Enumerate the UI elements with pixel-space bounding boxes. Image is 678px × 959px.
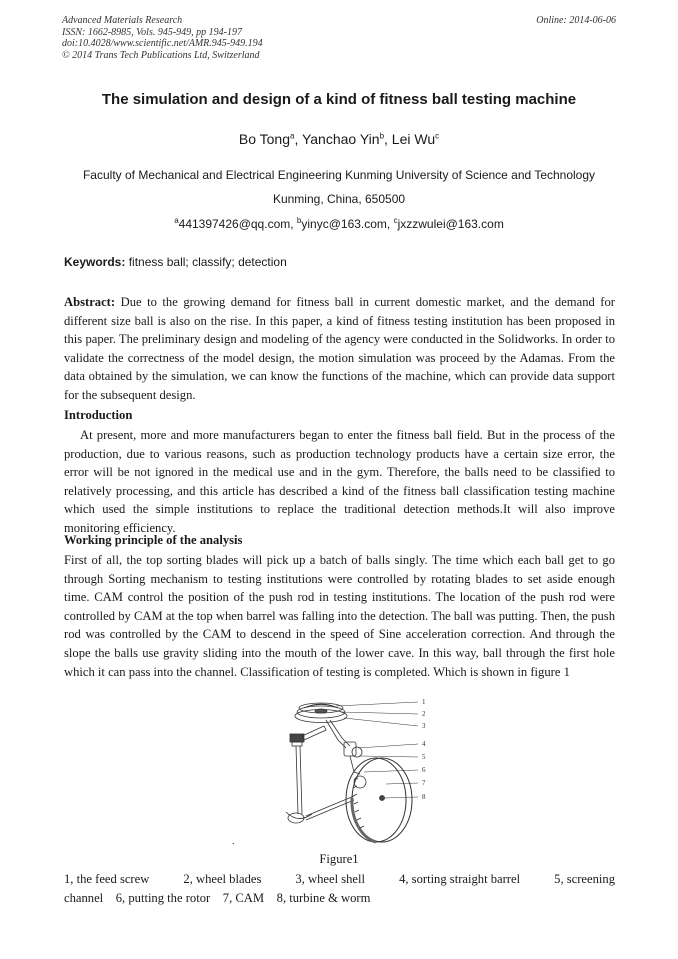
stray-dot: . — [232, 836, 235, 847]
abstract-text: Due to the growing demand for fitness ball in current domestic market, and the demand for different size ball is also on the rise. In this paper, a kind of fitness testing institution has been proposed in this paper. The preliminary design and modeling of the agency were conducted in the Solidworks. In order to validate the correctness of the model design, the motion simulation was proceed by the Adamas. From the data obtained by the simulation, we can know the functions of the machine, which can provide data support for the subsequent design. — [64, 295, 615, 402]
email-sup: c — [393, 216, 398, 225]
working-heading: Working principle of the analysis — [64, 533, 243, 547]
email-sup: b — [296, 216, 302, 225]
keywords-label: Keywords: — [64, 255, 126, 269]
legend-item: 3, wheel shell — [295, 872, 366, 886]
email-sup: a — [174, 216, 179, 225]
journal-header — [62, 15, 263, 61]
figure-1-mechanism-drawing — [226, 694, 456, 854]
callout-number: 2 — [422, 710, 426, 718]
callout-number: 6 — [422, 766, 426, 774]
email-list: $^a$441397426@qq.com, $^b$yinyc@163.com, $^c$jxzzwulei@163.com — [174, 216, 504, 231]
working-paragraph: First of all, the top sorting blades will pick up a batch of balls singly. The time which each ball get to go through Sorting mechanism to testing institutions were controlled by rotating blades to set aside enough time. CAM control the position of the push rod in testing institutions. The location of the push rod were controlled by CAM at the top when barrel was falling into the detection. The ball was putting. Then, the push rod was controlled by the CAM to descend in the speed of Sine acceleration correction. And through the slope the balls use gravity sliding into the mouth of the lower cave. In this way, ball through the first hole which it can pass into the channel. Classification of testing is completed. Which is shown in figure 1 — [64, 553, 615, 679]
keywords-text: fitness ball; classify; detection — [128, 255, 287, 269]
author-sup: a — [289, 131, 295, 141]
email-address: jxzzwulei@163.com — [397, 217, 504, 231]
abstract-label: Abstract: — [64, 295, 116, 309]
introduction-paragraph: At present, more and more manufacturers began to enter the fitness ball field. But in the process of the production, due to various reasons, such as production technology products have a certain size error, the error will be not ignored in the medical use and in the gym. Therefore, the balls need to be classified to relatively processing, and this article has described a kind of the fitness ball classification testing machine which used the simple institutions to replace the traditional detection methods.It will also improve monitoring efficiency. — [64, 428, 615, 535]
affiliation-line-1: Faculty of Mechanical and Electrical Engineering Kunming University of Science and Technology — [82, 168, 596, 182]
callout-number: 3 — [422, 722, 426, 730]
legend-item: 5, screening — [554, 872, 615, 886]
issn-line: ISSN: 1662-8985, Vols. 945-949, pp 194-197 — [62, 26, 242, 38]
callout-number: 4 — [422, 740, 426, 748]
paper-title: The simulation and design of a kind of fitness ball testing machine — [101, 91, 577, 108]
callout-number: 7 — [422, 779, 426, 787]
doi-line: doi:10.4028/www.scientific.net/AMR.945-949.194 — [62, 38, 263, 49]
journal-name: Advanced Materials Research — [62, 15, 183, 26]
legend-item: 1, the feed screw — [64, 872, 150, 886]
affiliation-line-2: Kunming, China, 650500 — [272, 192, 406, 206]
author-name: Lei Wu — [391, 131, 436, 147]
legend-row-2: channel 6, putting the rotor 7, CAM 8, turbine & worm — [64, 890, 371, 905]
author-name: Yanchao Yin — [301, 131, 380, 147]
email-address: 441397426@qq.com — [178, 217, 291, 231]
legend-row-1 — [64, 870, 615, 889]
callout-number: 8 — [422, 793, 426, 801]
abstract-paragraph — [64, 293, 615, 405]
vertical-post-drawing — [286, 726, 326, 823]
keywords — [64, 255, 287, 269]
online-date: Online: 2014-06-06 — [536, 15, 616, 26]
callout-number: 1 — [422, 698, 426, 706]
figure-caption: Figure1 — [319, 852, 359, 866]
legend-item: 4, sorting straight barrel — [399, 872, 521, 886]
author-sup: c — [435, 131, 440, 141]
legend-item: 2, wheel blades — [183, 872, 262, 886]
email-address: yinyc@163.com — [301, 217, 387, 231]
introduction-heading: Introduction — [64, 408, 133, 422]
figure-legend — [64, 870, 615, 907]
callout-number: 5 — [422, 753, 426, 761]
author-sup: b — [379, 131, 385, 141]
author-list: Bo Tong$^a$, Yanchao Yin$^b$, Lei Wu$^c$ — [238, 131, 440, 147]
support-arm-drawing — [326, 720, 362, 774]
copyright-line: © 2014 Trans Tech Publications Ltd, Switzerland — [62, 49, 260, 61]
author-name: Bo Tong — [238, 131, 290, 147]
